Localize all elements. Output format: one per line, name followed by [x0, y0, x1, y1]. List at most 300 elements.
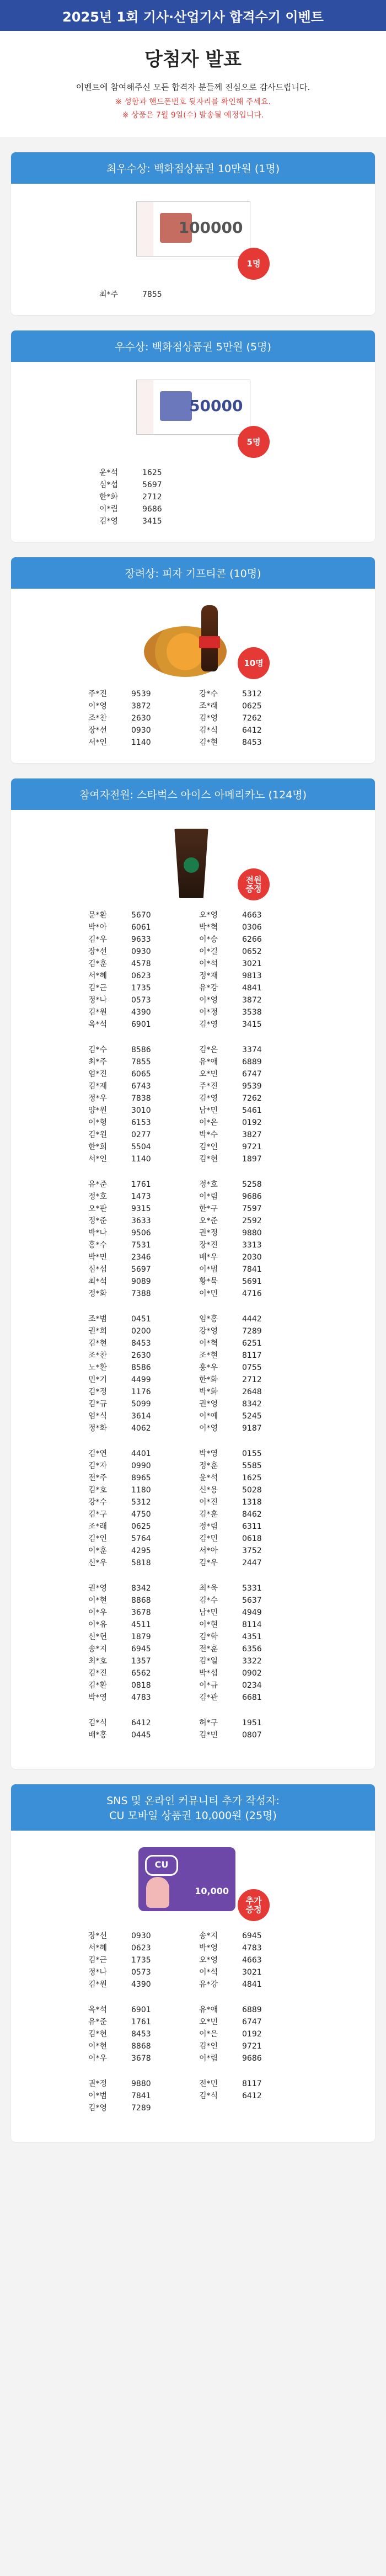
list-item: [199, 1263, 298, 1276]
phone-suffix: 6311: [242, 1522, 262, 1531]
list-item: [88, 2040, 187, 2052]
list-item: [199, 1930, 298, 1942]
phone-suffix: 9506: [131, 1229, 151, 1238]
phone-suffix: 5461: [242, 1106, 262, 1115]
list-item: [199, 1533, 298, 1545]
winner-name: 황*묵: [199, 1277, 218, 1286]
winner-name: 이*림: [199, 1192, 218, 1201]
winner-name: 최*석: [88, 1277, 108, 1286]
phone-suffix: 3415: [242, 1020, 262, 1029]
list-item: [88, 1582, 187, 1594]
winner-name: 남*민: [199, 1106, 218, 1115]
winner-name: 조*찬: [88, 1351, 108, 1360]
phone-suffix: 1318: [242, 1498, 262, 1507]
list-item: [99, 289, 287, 301]
phone-suffix: 0445: [131, 1731, 151, 1740]
phone-suffix: 0930: [131, 947, 151, 956]
winner-name: 신*헌: [88, 1633, 108, 1641]
phone-suffix: 5697: [142, 481, 162, 489]
winner-name: 정*화: [88, 1424, 108, 1433]
winner-name: 이*영: [199, 996, 218, 1005]
phone-suffix: 6251: [242, 1339, 262, 1348]
phone-suffix: 4295: [131, 1546, 151, 1555]
winner-name: 정*훈: [199, 1462, 218, 1470]
list-item: [199, 724, 298, 737]
winner-name: 이*은: [199, 1118, 218, 1127]
winner-name: 엄*식: [88, 1412, 108, 1421]
winner-name: 권*영: [88, 1584, 108, 1593]
winner-name: 이*림: [199, 2054, 218, 2063]
winner-name: 심*섭: [88, 1265, 108, 1274]
winner-name: 정*호: [199, 1180, 218, 1189]
list-item: [199, 1153, 298, 1165]
list-item: [199, 934, 298, 946]
list-item: [199, 1582, 298, 1594]
phone-suffix: 8868: [131, 2042, 151, 2051]
list-item: [99, 479, 287, 491]
list-item: [199, 1239, 298, 1251]
phone-suffix: 1625: [242, 1474, 262, 1482]
list-item: [199, 1729, 298, 1741]
list-item: [199, 1607, 298, 1619]
list-item: [199, 1288, 298, 1300]
phone-suffix: 5818: [131, 1559, 151, 1567]
winner-name: 이*진: [199, 1498, 218, 1507]
phone-suffix: 3872: [242, 996, 262, 1005]
winner-name: 김*영: [88, 2104, 108, 2113]
phone-suffix: 4949: [242, 1608, 262, 1617]
winner-name: 김*인: [88, 1534, 108, 1543]
phone-suffix: 5028: [242, 1486, 262, 1495]
winner-name: 한*화: [99, 493, 119, 502]
winner-name: 김*일: [199, 1657, 218, 1666]
list-item: [199, 2040, 298, 2052]
list-item: [199, 1325, 298, 1337]
phone-suffix: 0277: [131, 1130, 151, 1139]
list-item: [88, 1692, 187, 1704]
winner-name: 정*나: [88, 996, 108, 1005]
list-item: [199, 1141, 298, 1153]
phone-suffix: 6412: [242, 726, 262, 735]
list-item: [199, 2004, 298, 2016]
phone-suffix: 6889: [242, 2006, 262, 2014]
notice-check: ※ 성함과 핸드폰번호 뒷자리를 확인해 주세요.: [115, 98, 271, 106]
phone-suffix: 2630: [131, 1351, 151, 1360]
winner-count-badge: 전원 증정: [238, 868, 270, 900]
list-item: [88, 1141, 187, 1153]
phone-suffix: 9539: [242, 1082, 262, 1091]
list-item: [199, 1460, 298, 1472]
winner-name: 김*인: [199, 2042, 218, 2051]
list-item: [199, 970, 298, 982]
winner-name: 김*훈: [88, 959, 108, 968]
list-item: [88, 1129, 187, 1141]
list-item: [88, 1679, 187, 1692]
phone-suffix: 0573: [131, 1968, 151, 1977]
list-item: [199, 1203, 298, 1215]
winner-group: [88, 1930, 298, 1991]
winner-name: 서*인: [88, 1155, 108, 1164]
winner-name: 문*환: [88, 911, 108, 920]
phone-suffix: 0200: [131, 1327, 151, 1336]
winner-name: 김*정: [88, 1388, 108, 1396]
winner-name: 서*인: [88, 738, 108, 747]
winner-name: 정*화: [88, 1289, 108, 1298]
winner-name: 김*원: [88, 1130, 108, 1139]
list-item: [199, 1227, 298, 1239]
phone-suffix: 1761: [131, 2018, 151, 2026]
winner-name: 최*호: [88, 1657, 108, 1666]
list-item: [88, 1227, 187, 1239]
winner-name: 유*강: [199, 984, 218, 993]
phone-suffix: 1625: [142, 468, 162, 477]
phone-suffix: 5764: [131, 1534, 151, 1543]
phone-suffix: 6061: [131, 923, 151, 932]
winner-group: [88, 1044, 298, 1165]
phone-suffix: 6065: [131, 1070, 151, 1079]
winner-name: 이*영: [199, 1424, 218, 1433]
winner-group: [88, 1313, 298, 1434]
winner-name: 이*승: [199, 935, 218, 944]
list-item: [199, 700, 298, 712]
list-item: [199, 1594, 298, 1607]
winner-group: [88, 1582, 298, 1704]
excellent-prize-title: 우수상: 백화점상품권 5만원 (5명): [11, 330, 375, 362]
phone-suffix: 0625: [242, 702, 262, 711]
list-item: [88, 1056, 187, 1068]
phone-suffix: 3313: [242, 1241, 262, 1250]
phone-suffix: 8453: [242, 738, 262, 747]
list-item: [199, 1692, 298, 1704]
phone-suffix: 0930: [131, 726, 151, 735]
phone-suffix: 6743: [131, 1082, 151, 1091]
winner-name: 이*우: [88, 2054, 108, 2063]
winner-name: 전*주: [88, 1474, 108, 1482]
list-item: [88, 1508, 187, 1521]
winner-name: 박*아: [88, 923, 108, 932]
winner-group: [88, 1178, 298, 1300]
winner-name: 조*래: [199, 702, 218, 711]
phone-suffix: 3374: [242, 1046, 262, 1054]
winner-name: 김*자: [88, 1462, 108, 1470]
list-item: [88, 1942, 187, 1954]
phone-suffix: 8586: [131, 1046, 151, 1054]
list-item: [88, 1203, 187, 1215]
winner-name: 서*혜: [88, 1944, 108, 1953]
list-item: [199, 921, 298, 934]
phone-suffix: 8342: [242, 1400, 262, 1409]
list-item: [99, 467, 287, 479]
winner-name: 김*연: [88, 1449, 108, 1458]
list-item: [88, 1472, 187, 1484]
phone-suffix: 3010: [131, 1106, 151, 1115]
phone-suffix: 0755: [242, 1363, 262, 1372]
list-item: [99, 503, 287, 515]
phone-suffix: 7841: [242, 1265, 262, 1274]
phone-suffix: 4578: [131, 959, 151, 968]
winner-name: 이*우: [88, 1608, 108, 1617]
winner-name: 김*민: [199, 1731, 218, 1740]
winner-name: 박*화: [199, 1388, 218, 1396]
list-item: [88, 1717, 187, 1729]
phone-suffix: 5258: [242, 1180, 262, 1189]
phone-suffix: 9686: [142, 505, 162, 514]
winner-name: 김*영: [199, 1094, 218, 1103]
phone-suffix: 4783: [242, 1944, 262, 1953]
phone-suffix: 2447: [242, 1559, 262, 1567]
winner-name: 노*환: [88, 1363, 108, 1372]
voucher-amount: 50000: [189, 397, 243, 415]
winner-name: 최*주: [88, 1058, 108, 1066]
list-item: [88, 1325, 187, 1337]
list-item: [88, 2090, 187, 2102]
winner-name: 최*욱: [199, 1584, 218, 1593]
winner-name: 유*강: [199, 1980, 218, 1989]
winner-name: 김*학: [199, 1633, 218, 1641]
winner-count-badge: 추가 증정: [238, 1889, 270, 1921]
phone-suffix: 5331: [242, 1584, 262, 1593]
list-item: [88, 970, 187, 982]
list-item: [88, 1533, 187, 1545]
list-item: [199, 1105, 298, 1117]
winner-name: 김*인: [199, 1143, 218, 1151]
phone-suffix: 9721: [242, 2042, 262, 2051]
phone-suffix: 5312: [131, 1498, 151, 1507]
winner-name: 이*범: [199, 1265, 218, 1274]
winner-name: 옥*석: [88, 1020, 108, 1029]
winner-name: 김*규: [88, 1400, 108, 1409]
winner-name: 김*원: [88, 1008, 108, 1017]
winner-name: 이*유: [88, 1620, 108, 1629]
winner-name: 권*희: [88, 1327, 108, 1336]
voucher-image: [130, 201, 261, 279]
phone-suffix: 9539: [131, 690, 151, 698]
winner-name: 김*민: [199, 1534, 218, 1543]
winner-name: 송*지: [88, 1645, 108, 1654]
list-item: [88, 1117, 187, 1129]
winner-name: 최*주: [99, 290, 119, 299]
phone-suffix: 5504: [131, 1143, 151, 1151]
cu-logo-icon: CU: [145, 1855, 178, 1876]
winner-name: 김*근: [88, 984, 108, 993]
list-item: [199, 1631, 298, 1643]
winner-group: [88, 1717, 298, 1741]
phone-suffix: 4499: [131, 1375, 151, 1384]
list-item: [88, 934, 187, 946]
phone-suffix: 4390: [131, 1008, 151, 1017]
phone-suffix: 6747: [242, 1070, 262, 1079]
list-item: [199, 1386, 298, 1398]
winner-name: 전*민: [199, 2079, 218, 2088]
winner-name: 김*현: [199, 738, 218, 747]
list-item: [88, 1619, 187, 1631]
top-banner: 2025년 1회 기사·산업기사 합격수기 이벤트: [0, 0, 386, 31]
intro-section: [0, 31, 386, 137]
list-item: [199, 1313, 298, 1325]
sns-title: SNS 및 온라인 커뮤니티 추가 작성자: CU 모바일 상품권 10,000원 (25명): [11, 1784, 375, 1831]
list-item: [199, 909, 298, 921]
winner-name: 이*석: [199, 1968, 218, 1977]
phone-suffix: 4841: [242, 1980, 262, 1989]
winner-name: 이*현: [88, 1596, 108, 1605]
phone-suffix: 0306: [242, 923, 262, 932]
phone-suffix: 8453: [131, 1339, 151, 1348]
phone-suffix: 7855: [131, 1058, 151, 1066]
phone-suffix: 3678: [131, 2054, 151, 2063]
voucher-amount: 100000: [178, 218, 243, 237]
list-item: [88, 994, 187, 1006]
list-item: [199, 1472, 298, 1484]
phone-suffix: 3678: [131, 1608, 151, 1617]
list-item: [199, 1374, 298, 1386]
phone-suffix: 9187: [242, 1424, 262, 1433]
list-item: [199, 1643, 298, 1655]
list-item: [199, 1056, 298, 1068]
winner-name: 윤*석: [99, 468, 119, 477]
winner-name: 오*민: [199, 1070, 218, 1079]
winner-name: 신*우: [88, 1559, 108, 1567]
phone-suffix: 3538: [242, 1008, 262, 1017]
list-item: [199, 1655, 298, 1667]
phone-suffix: 6901: [131, 2006, 151, 2014]
winner-name: 한*희: [88, 1143, 108, 1151]
list-item: [88, 1607, 187, 1619]
phone-suffix: 7597: [242, 1204, 262, 1213]
phone-suffix: 9089: [131, 1277, 151, 1286]
phone-suffix: 9315: [131, 1204, 151, 1213]
list-item: [88, 1276, 187, 1288]
phone-suffix: 4663: [242, 911, 262, 920]
list-item: [88, 1460, 187, 1472]
list-item: [88, 1239, 187, 1251]
list-item: [199, 1496, 298, 1508]
winner-list: [99, 467, 287, 527]
winner-name: 이*영: [88, 702, 108, 711]
winner-name: 서*혜: [88, 972, 108, 980]
phone-suffix: 3021: [242, 1968, 262, 1977]
winner-name: 김*영: [199, 714, 218, 723]
list-item: [88, 737, 187, 749]
phone-suffix: 1140: [131, 1155, 151, 1164]
winner-name: 박*수: [199, 1130, 218, 1139]
phone-suffix: 1735: [131, 984, 151, 993]
list-item: [88, 1930, 187, 1942]
list-item: [88, 1978, 187, 1991]
list-item: [199, 1117, 298, 1129]
list-item: [199, 1068, 298, 1080]
phone-suffix: 7262: [242, 714, 262, 723]
winner-name: 옥*석: [88, 2006, 108, 2014]
list-item: [88, 1631, 187, 1643]
list-item: [199, 1557, 298, 1569]
winner-list: [11, 909, 375, 1741]
winner-name: 이*길: [199, 947, 218, 956]
winner-name: 심*섭: [99, 481, 119, 489]
winner-name: 민*기: [88, 1375, 108, 1384]
winner-name: 한*구: [199, 1204, 218, 1213]
phone-suffix: 0451: [131, 1315, 151, 1324]
phone-suffix: 0990: [131, 1462, 151, 1470]
winner-name: 권*영: [199, 1400, 218, 1409]
winner-name: 윤*석: [199, 1474, 218, 1482]
phone-suffix: 6889: [242, 1058, 262, 1066]
winner-name: 조*찬: [88, 714, 108, 723]
phone-suffix: 1473: [131, 1192, 151, 1201]
list-item: [199, 1521, 298, 1533]
phone-suffix: 5697: [131, 1265, 151, 1274]
phone-suffix: 4750: [131, 1510, 151, 1519]
phone-suffix: 3872: [131, 702, 151, 711]
voucher-image: [130, 380, 261, 457]
list-item: [88, 1729, 187, 1741]
winner-name: 주*진: [88, 690, 108, 698]
phone-suffix: 8868: [131, 1596, 151, 1605]
phone-suffix: 2346: [131, 1253, 151, 1262]
winner-name: 정*우: [88, 1094, 108, 1103]
phone-suffix: 8586: [131, 1363, 151, 1372]
phone-suffix: 4442: [242, 1315, 262, 1324]
phone-suffix: 0623: [131, 1944, 151, 1953]
list-item: [199, 1422, 298, 1434]
participation-title: 참여자전원: 스타벅스 아이스 아메리카노 (124명): [11, 778, 375, 810]
winner-name: 남*민: [199, 1608, 218, 1617]
phone-suffix: 0192: [242, 2030, 262, 2039]
phone-suffix: 9880: [131, 2079, 151, 2088]
encouragement-prize-title: 장려상: 피자 기프티콘 (10명): [11, 557, 375, 589]
winner-group: [88, 2078, 298, 2114]
list-item: [199, 1080, 298, 1092]
phone-suffix: 0930: [131, 1932, 151, 1940]
winner-group: [88, 909, 298, 1031]
list-item: [88, 1448, 187, 1460]
phone-suffix: 0652: [242, 947, 262, 956]
list-item: [199, 994, 298, 1006]
winner-name: 박*영: [88, 1693, 108, 1702]
winner-name: 김*현: [88, 1339, 108, 1348]
list-item: [88, 1557, 187, 1569]
winner-name: 정*림: [199, 1522, 218, 1531]
list-item: [199, 1484, 298, 1496]
list-item: [88, 909, 187, 921]
winner-name: 김*근: [88, 1956, 108, 1965]
phone-suffix: 9633: [131, 935, 151, 944]
list-item: [88, 700, 187, 712]
winner-name: 엄*진: [88, 1070, 108, 1079]
winner-name: 이*범: [88, 2092, 108, 2100]
winner-name: 강*영: [199, 1327, 218, 1336]
phone-suffix: 9686: [242, 2054, 262, 2063]
winner-name: 오*준: [199, 1217, 218, 1225]
phone-suffix: 4783: [131, 1693, 151, 1702]
phone-suffix: 1180: [131, 1486, 151, 1495]
list-item: [88, 1337, 187, 1350]
winner-name: 김*환: [88, 1681, 108, 1690]
winner-name: 이*민: [199, 1289, 218, 1298]
phone-suffix: 8117: [242, 1351, 262, 1360]
phone-suffix: 2630: [131, 714, 151, 723]
list-item: [199, 1954, 298, 1966]
phone-suffix: 3021: [242, 959, 262, 968]
list-item: [88, 946, 187, 958]
phone-suffix: 6266: [242, 935, 262, 944]
winner-name: 정*호: [88, 1192, 108, 1201]
list-item: [199, 1191, 298, 1203]
phone-suffix: 1897: [242, 1155, 262, 1164]
winner-name: 김*관: [199, 1693, 218, 1702]
list-item: [199, 958, 298, 970]
list-item: [199, 1251, 298, 1263]
winner-name: 허*구: [199, 1719, 218, 1727]
